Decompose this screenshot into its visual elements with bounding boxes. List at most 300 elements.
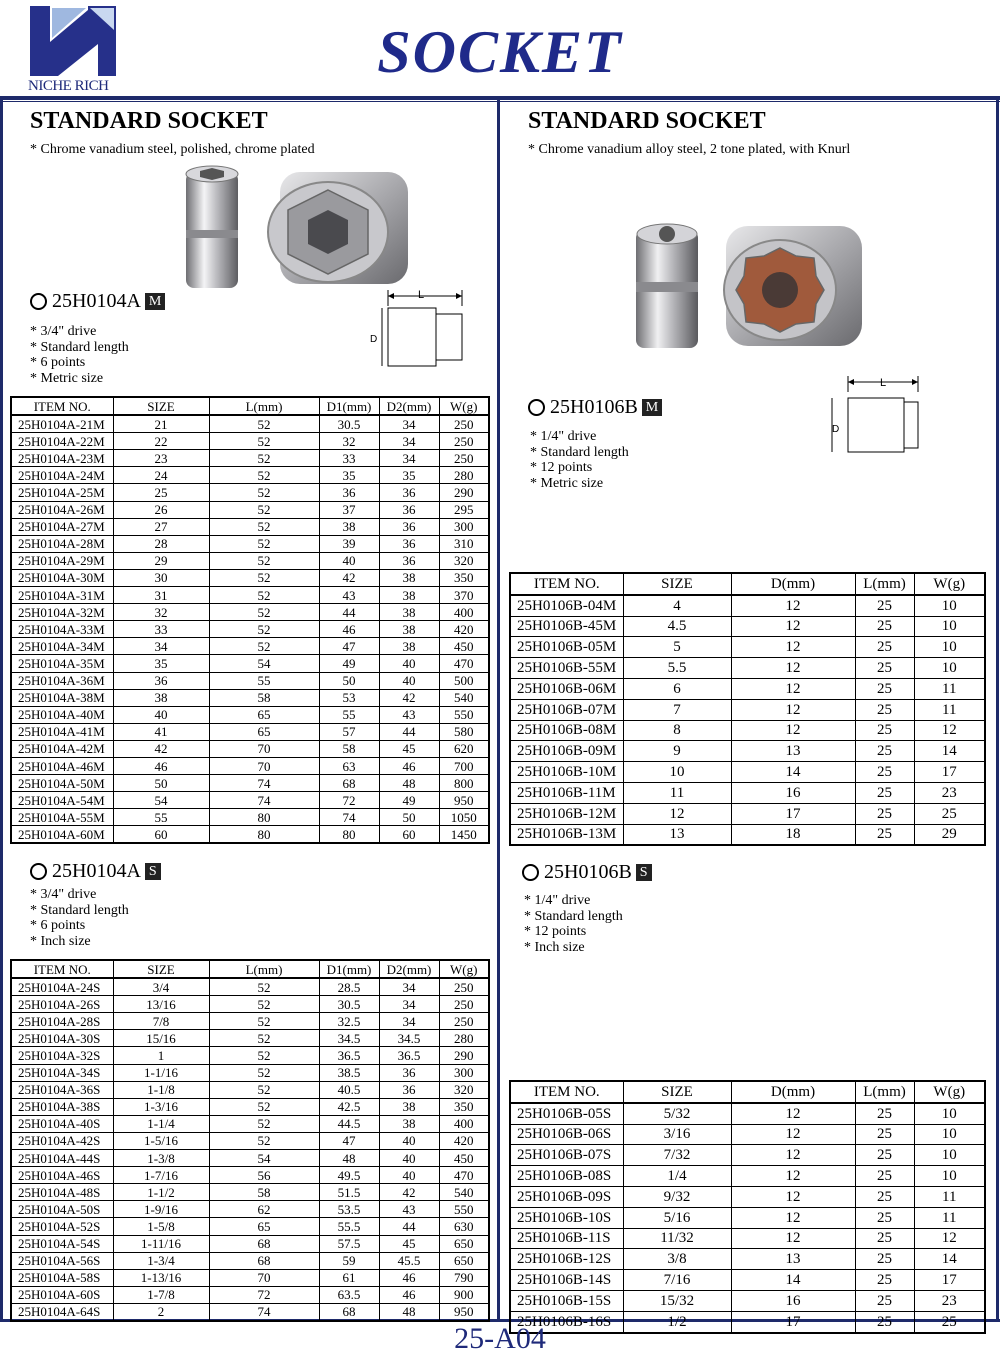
- table-cell: 40: [379, 1150, 439, 1167]
- frame-left: [0, 96, 3, 1322]
- table-cell: 1-13/16: [113, 1269, 209, 1286]
- table-cell: 58: [319, 740, 379, 757]
- table-cell: 38: [379, 587, 439, 604]
- right-inch-bullets: [524, 893, 623, 955]
- table-cell: 450: [439, 638, 489, 655]
- table-cell: 12: [731, 1145, 855, 1166]
- table-cell: 14: [731, 762, 855, 783]
- table-cell: 24: [113, 467, 209, 484]
- table-cell: 46: [379, 757, 439, 774]
- item-number-cell: 25H0106B-07M: [510, 699, 623, 720]
- table-cell: 51.5: [319, 1184, 379, 1201]
- right-dimension-diagram: [822, 374, 922, 454]
- table-row: [510, 1124, 985, 1145]
- item-number-cell: 25H0104A-28S: [11, 1013, 113, 1030]
- table-cell: 13/16: [113, 996, 209, 1013]
- table-row: [11, 1150, 489, 1167]
- table-cell: 7/32: [623, 1145, 731, 1166]
- table-cell: 68: [209, 1252, 319, 1269]
- table-cell: 57.5: [319, 1235, 379, 1252]
- table-cell: 14: [914, 1249, 985, 1270]
- table-row: [11, 1269, 489, 1286]
- table-cell: 25: [855, 741, 914, 762]
- table-cell: 350: [439, 1098, 489, 1115]
- table-cell: 43: [379, 1201, 439, 1218]
- table-cell: 12: [731, 1186, 855, 1207]
- table-cell: 1-3/4: [113, 1252, 209, 1269]
- table-cell: 400: [439, 604, 489, 621]
- item-number-cell: 25H0104A-24S: [11, 978, 113, 996]
- table-cell: 56: [209, 1167, 319, 1184]
- table-cell: 12: [731, 678, 855, 699]
- table-cell: 36: [319, 484, 379, 501]
- item-number-cell: 25H0106B-15S: [510, 1290, 623, 1311]
- table-cell: 12: [731, 699, 855, 720]
- table-cell: 52: [209, 638, 319, 655]
- table-cell: 38: [113, 689, 209, 706]
- table-cell: 17: [731, 1311, 855, 1332]
- table-cell: 61: [319, 1269, 379, 1286]
- table-cell: 700: [439, 757, 489, 774]
- table-cell: 52: [209, 1030, 319, 1047]
- item-number-cell: 25H0104A-42M: [11, 740, 113, 757]
- table-row: [11, 1303, 489, 1321]
- table-cell: 13: [731, 741, 855, 762]
- item-number-cell: 25H0104A-54S: [11, 1235, 113, 1252]
- table-cell: 1/2: [623, 1311, 731, 1332]
- bullet: * 12 points: [524, 924, 587, 939]
- table-row: [11, 1013, 489, 1030]
- table-cell: 52: [209, 1132, 319, 1149]
- item-number-cell: 25H0104A-24M: [11, 467, 113, 484]
- table-cell: 25: [855, 1207, 914, 1228]
- table-cell: 630: [439, 1218, 489, 1235]
- table-cell: 12: [731, 1103, 855, 1124]
- table-cell: 10: [914, 1145, 985, 1166]
- table-cell: 54: [209, 1150, 319, 1167]
- socket-6pt-photo: [180, 162, 420, 292]
- table-cell: 52: [209, 569, 319, 586]
- table-cell: 74: [209, 792, 319, 809]
- table-row: [11, 587, 489, 604]
- table-cell: 11: [914, 1186, 985, 1207]
- table-cell: 7/16: [623, 1270, 731, 1291]
- table-cell: 950: [439, 1303, 489, 1321]
- table-cell: 16: [731, 1290, 855, 1311]
- table-cell: 38.5: [319, 1064, 379, 1081]
- table-cell: 25: [855, 1228, 914, 1249]
- table-row: [11, 569, 489, 586]
- table-cell: 250: [439, 415, 489, 433]
- table-cell: 52: [209, 433, 319, 450]
- table-cell: 32: [319, 433, 379, 450]
- table-row: [11, 1081, 489, 1098]
- table-cell: 280: [439, 467, 489, 484]
- table-cell: 42: [319, 569, 379, 586]
- table-cell: 8: [623, 720, 731, 741]
- item-number-cell: 25H0104A-33M: [11, 621, 113, 638]
- table-cell: 54: [209, 655, 319, 672]
- item-number-cell: 25H0104A-38S: [11, 1098, 113, 1115]
- table-row: [11, 1201, 489, 1218]
- table-cell: 25: [855, 1249, 914, 1270]
- table-cell: 80: [209, 826, 319, 844]
- table-cell: 25: [855, 1290, 914, 1311]
- table-cell: 30: [113, 569, 209, 586]
- column-header: L(mm): [209, 397, 319, 415]
- table-cell: 72: [319, 792, 379, 809]
- right-inch-table: [509, 1080, 986, 1334]
- table-cell: 29: [914, 824, 985, 845]
- table-cell: 50: [379, 809, 439, 826]
- column-header: D(mm): [731, 573, 855, 595]
- table-cell: 41: [113, 723, 209, 740]
- table-cell: 36: [379, 484, 439, 501]
- table-row: [11, 484, 489, 501]
- table-cell: 4: [623, 595, 731, 616]
- table-cell: 49: [319, 655, 379, 672]
- table-cell: 470: [439, 1167, 489, 1184]
- table-cell: 580: [439, 723, 489, 740]
- table-cell: 11: [914, 678, 985, 699]
- table-cell: 52: [209, 518, 319, 535]
- column-header: W(g): [439, 397, 489, 415]
- item-number-cell: 25H0106B-08S: [510, 1166, 623, 1187]
- item-number-cell: 25H0104A-40M: [11, 706, 113, 723]
- frame-top: [0, 96, 1000, 100]
- item-number-cell: 25H0104A-26S: [11, 996, 113, 1013]
- table-cell: 12: [731, 1228, 855, 1249]
- bullet: * 3/4" drive: [30, 324, 97, 339]
- table-cell: 46: [113, 757, 209, 774]
- table-cell: 420: [439, 621, 489, 638]
- table-row: [11, 1064, 489, 1081]
- table-row: [510, 1228, 985, 1249]
- table-cell: 25: [855, 678, 914, 699]
- table-cell: 25: [914, 1311, 985, 1332]
- table-cell: 300: [439, 1064, 489, 1081]
- table-row: [11, 1167, 489, 1184]
- table-cell: 25: [855, 1103, 914, 1124]
- table-row: [11, 1047, 489, 1064]
- model-number: 25H0106B: [550, 396, 638, 418]
- length-label: L: [418, 289, 425, 301]
- table-cell: 295: [439, 501, 489, 518]
- table-cell: 470: [439, 655, 489, 672]
- size-badge: S: [636, 864, 652, 881]
- table-row: [11, 740, 489, 757]
- table-cell: 290: [439, 484, 489, 501]
- table-cell: 1-1/16: [113, 1064, 209, 1081]
- table-cell: 36: [113, 672, 209, 689]
- table-row: [11, 638, 489, 655]
- table-cell: 12: [731, 720, 855, 741]
- table-cell: 1050: [439, 809, 489, 826]
- table-cell: 43: [319, 587, 379, 604]
- table-cell: 45: [379, 740, 439, 757]
- table-cell: 47: [319, 1132, 379, 1149]
- table-cell: 68: [209, 1235, 319, 1252]
- table-cell: 11: [623, 782, 731, 803]
- table-row: [11, 723, 489, 740]
- table-cell: 14: [731, 1270, 855, 1291]
- table-row: [510, 720, 985, 741]
- item-number-cell: 25H0104A-50S: [11, 1201, 113, 1218]
- item-number-cell: 25H0104A-22M: [11, 433, 113, 450]
- table-cell: 31: [113, 587, 209, 604]
- table-cell: 12: [731, 1207, 855, 1228]
- table-row: [510, 1186, 985, 1207]
- table-cell: 12: [731, 616, 855, 637]
- table-cell: 1-7/16: [113, 1167, 209, 1184]
- table-cell: 1450: [439, 826, 489, 844]
- logo-text: NICHE RICH: [28, 78, 109, 94]
- left-metric-table: [10, 396, 490, 844]
- table-cell: 10: [914, 1103, 985, 1124]
- item-number-cell: 25H0104A-21M: [11, 415, 113, 433]
- table-cell: 38: [379, 638, 439, 655]
- table-cell: 65: [209, 723, 319, 740]
- item-number-cell: 25H0106B-14S: [510, 1270, 623, 1291]
- item-number-cell: 25H0106B-06M: [510, 678, 623, 699]
- frame-right: [996, 96, 999, 1322]
- bullet: * Inch size: [30, 933, 91, 949]
- table-cell: 52: [209, 484, 319, 501]
- table-cell: 63.5: [319, 1286, 379, 1303]
- table-row: [11, 706, 489, 723]
- size-badge: S: [145, 863, 161, 880]
- column-header: SIZE: [623, 573, 731, 595]
- table-cell: 9: [623, 741, 731, 762]
- table-cell: 44: [379, 723, 439, 740]
- table-header-row: [11, 960, 489, 978]
- table-cell: 36.5: [319, 1047, 379, 1064]
- table-row: [510, 678, 985, 699]
- column-header: D1(mm): [319, 960, 379, 978]
- table-cell: 37: [319, 501, 379, 518]
- table-cell: 11: [914, 699, 985, 720]
- table-cell: 34: [379, 996, 439, 1013]
- table-cell: 72: [209, 1286, 319, 1303]
- table-cell: 35: [319, 467, 379, 484]
- item-number-cell: 25H0104A-50M: [11, 775, 113, 792]
- socket-12pt-photo: [630, 222, 870, 352]
- item-number-cell: 25H0106B-09M: [510, 741, 623, 762]
- table-cell: 52: [209, 1013, 319, 1030]
- table-row: [11, 415, 489, 433]
- table-cell: 52: [209, 415, 319, 433]
- table-cell: 11: [914, 1207, 985, 1228]
- table-cell: 68: [319, 775, 379, 792]
- item-number-cell: 25H0104A-46S: [11, 1167, 113, 1184]
- table-row: [510, 824, 985, 845]
- table-row: [11, 1218, 489, 1235]
- column-header: W(g): [439, 960, 489, 978]
- column-header: ITEM NO.: [11, 960, 113, 978]
- column-header: D2(mm): [379, 960, 439, 978]
- table-cell: 540: [439, 689, 489, 706]
- model-number: 25H0104A: [52, 290, 141, 312]
- table-cell: 650: [439, 1235, 489, 1252]
- table-row: [510, 1270, 985, 1291]
- column-header: W(g): [914, 573, 985, 595]
- table-cell: 10: [914, 595, 985, 616]
- table-cell: 250: [439, 1013, 489, 1030]
- table-cell: 65: [209, 706, 319, 723]
- item-number-cell: 25H0104A-60M: [11, 826, 113, 844]
- table-cell: 15/32: [623, 1290, 731, 1311]
- table-row: [510, 1145, 985, 1166]
- table-row: [510, 1103, 985, 1124]
- table-cell: 500: [439, 672, 489, 689]
- table-cell: 13: [623, 824, 731, 845]
- item-number-cell: 25H0104A-30M: [11, 569, 113, 586]
- item-number-cell: 25H0104A-56S: [11, 1252, 113, 1269]
- item-number-cell: 25H0106B-04M: [510, 595, 623, 616]
- table-row: [11, 1184, 489, 1201]
- table-cell: 10: [914, 637, 985, 658]
- table-row: [11, 672, 489, 689]
- table-cell: 34: [379, 415, 439, 433]
- item-number-cell: 25H0106B-05M: [510, 637, 623, 658]
- table-cell: 60: [379, 826, 439, 844]
- table-cell: 40: [379, 672, 439, 689]
- table-cell: 52: [209, 978, 319, 996]
- table-cell: 650: [439, 1252, 489, 1269]
- table-row: [11, 775, 489, 792]
- table-cell: 34: [379, 450, 439, 467]
- table-cell: 55: [319, 706, 379, 723]
- table-cell: 53.5: [319, 1201, 379, 1218]
- table-row: [11, 1098, 489, 1115]
- table-cell: 47: [319, 638, 379, 655]
- table-cell: 550: [439, 1201, 489, 1218]
- table-cell: 55: [113, 809, 209, 826]
- table-cell: 9/32: [623, 1186, 731, 1207]
- table-cell: 36: [379, 518, 439, 535]
- table-cell: 40.5: [319, 1081, 379, 1098]
- right-section-title: STANDARD SOCKET: [528, 108, 766, 134]
- column-header: W(g): [914, 1081, 985, 1103]
- table-cell: 34.5: [319, 1030, 379, 1047]
- table-row: [510, 1207, 985, 1228]
- table-cell: 42: [113, 740, 209, 757]
- table-cell: 42: [379, 689, 439, 706]
- table-cell: 29: [113, 552, 209, 569]
- table-cell: 400: [439, 1115, 489, 1132]
- table-cell: 12: [914, 720, 985, 741]
- column-header: SIZE: [623, 1081, 731, 1103]
- table-cell: 46: [319, 621, 379, 638]
- bullet: * Standard length: [524, 908, 623, 924]
- table-row: [510, 595, 985, 616]
- column-header: D(mm): [731, 1081, 855, 1103]
- table-cell: 54: [113, 792, 209, 809]
- bullet: * 3/4" drive: [30, 887, 97, 902]
- left-section-title: STANDARD SOCKET: [30, 108, 268, 134]
- table-cell: 6: [623, 678, 731, 699]
- table-cell: 38: [379, 1115, 439, 1132]
- bullet: * 6 points: [30, 918, 86, 933]
- item-number-cell: 25H0104A-36S: [11, 1081, 113, 1098]
- table-cell: 12: [731, 637, 855, 658]
- table-cell: 25: [855, 803, 914, 824]
- right-section-subtitle: * Chrome vanadium alloy steel, 2 tone plated, with Knurl: [528, 142, 851, 157]
- table-cell: 17: [914, 762, 985, 783]
- item-number-cell: 25H0106B-10M: [510, 762, 623, 783]
- table-cell: 34: [379, 1013, 439, 1030]
- length-label: L: [880, 377, 887, 389]
- table-cell: 950: [439, 792, 489, 809]
- table-cell: 25: [113, 484, 209, 501]
- table-cell: 58: [209, 1184, 319, 1201]
- table-cell: 12: [914, 1228, 985, 1249]
- table-row: [11, 552, 489, 569]
- table-cell: 70: [209, 740, 319, 757]
- size-badge: M: [145, 293, 165, 310]
- item-number-cell: 25H0104A-30S: [11, 1030, 113, 1047]
- table-cell: 250: [439, 978, 489, 996]
- item-number-cell: 25H0104A-40S: [11, 1115, 113, 1132]
- table-cell: 1: [113, 1047, 209, 1064]
- table-cell: 52: [209, 1098, 319, 1115]
- table-cell: 50: [319, 672, 379, 689]
- table-cell: 1-1/2: [113, 1184, 209, 1201]
- item-number-cell: 25H0106B-10S: [510, 1207, 623, 1228]
- table-row: [11, 689, 489, 706]
- table-row: [510, 741, 985, 762]
- left-section-subtitle: * Chrome vanadium steel, polished, chrome plated: [30, 142, 315, 157]
- table-cell: 25: [855, 1270, 914, 1291]
- table-row: [510, 1249, 985, 1270]
- left-inch-table: [10, 959, 490, 1322]
- table-cell: 35: [113, 655, 209, 672]
- table-cell: 11/32: [623, 1228, 731, 1249]
- table-cell: 13: [731, 1249, 855, 1270]
- item-number-cell: 25H0104A-42S: [11, 1132, 113, 1149]
- table-cell: 300: [439, 518, 489, 535]
- table-cell: 25: [855, 782, 914, 803]
- table-cell: 18: [731, 824, 855, 845]
- table-row: [11, 433, 489, 450]
- table-cell: 25: [914, 803, 985, 824]
- table-row: [11, 1115, 489, 1132]
- table-cell: 2: [113, 1303, 209, 1321]
- table-cell: 25: [855, 699, 914, 720]
- item-number-cell: 25H0104A-55M: [11, 809, 113, 826]
- table-cell: 25: [855, 1124, 914, 1145]
- table-cell: 33: [319, 450, 379, 467]
- table-cell: 40: [113, 706, 209, 723]
- item-number-cell: 25H0106B-16S: [510, 1311, 623, 1332]
- table-row: [11, 792, 489, 809]
- table-cell: 52: [209, 1115, 319, 1132]
- column-header: ITEM NO.: [11, 397, 113, 415]
- table-cell: 52: [209, 1047, 319, 1064]
- item-number-cell: 25H0104A-35M: [11, 655, 113, 672]
- table-cell: 52: [209, 535, 319, 552]
- item-number-cell: 25H0104A-41M: [11, 723, 113, 740]
- table-row: [510, 803, 985, 824]
- table-cell: 21: [113, 415, 209, 433]
- column-header: SIZE: [113, 960, 209, 978]
- table-cell: 53: [319, 689, 379, 706]
- table-row: [11, 809, 489, 826]
- table-cell: 25: [855, 824, 914, 845]
- table-cell: 7: [623, 699, 731, 720]
- right-inch-model: [522, 861, 652, 884]
- table-cell: 12: [623, 803, 731, 824]
